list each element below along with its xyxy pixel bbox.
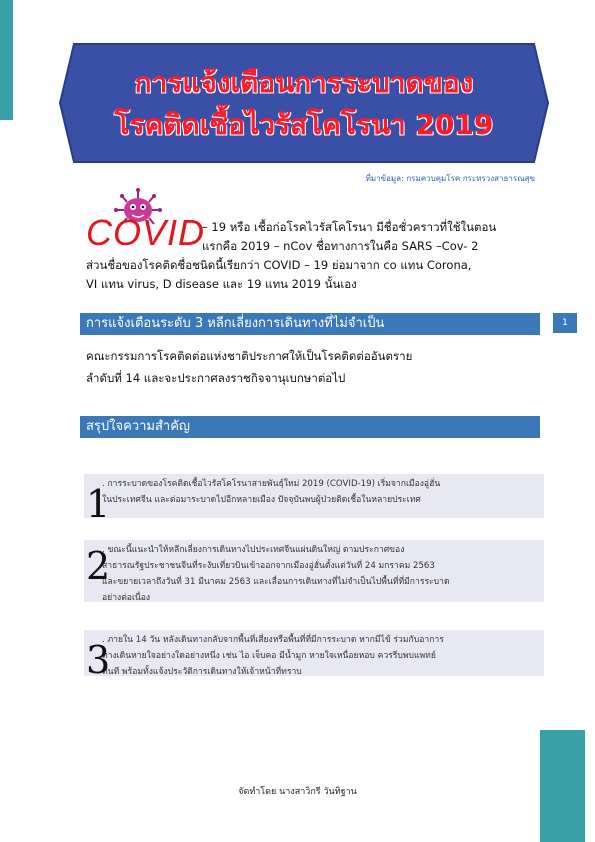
summary-item-1 [84, 474, 544, 518]
summary-item-2-line-3: และขยายเวลาถึงวันที่ 31 มีนาคม 2563 และเลื่อนการเดินทางที่ไม่จำเป็นไปพื้นที่ที่มีการระบาด [102, 577, 450, 587]
summary-item-2-line-2: สาธารณรัฐประชาชนจีนที่ระงับเที่ยวบินเข้าออกจากเมืองอู่ฮั่นตั้งแต่วันที่ 24 มกราคม 2563 [102, 561, 435, 571]
covid-wordart: COVID [86, 212, 206, 253]
summary-item-3-line-1: . ภายใน 14 วัน หลังเดินทางกลับจากพื้นที่เสี่ยงหรือพื้นที่ที่มีการระบาด หากมีไข้ ร่วมกับอาการ [102, 635, 444, 645]
alert-notice [86, 345, 412, 389]
summary-item-2-line-4: อย่างต่อเนื่อง [102, 593, 151, 603]
footer-credit: จัดทำโดย นางสาวิกรี วันทิฐาน [238, 787, 357, 797]
source-note: ที่มาข้อมูล: กรมควบคุมโรค กระทรวงสาธารณสุข [365, 174, 535, 183]
intro-paragraph [86, 218, 546, 294]
summary-number-2: 2 [86, 544, 111, 588]
notice-line-2: ลำดับที่ 14 และจะประกาศลงราชกิจจานุเบกษาต่อไป [86, 371, 346, 385]
summary-item-1-line-1: . การระบาดของโรคติดเชื้อไวรัสโคโรนาสายพันธุ์ใหม่ 2019 (COVID-19) เริ่มจากเมืองอู่ฮั่น [102, 479, 441, 489]
summary-item-1-line-2: ในประเทศจีน และต่อมาระบาดไปอีกหลายเมือง ปัจจุบันพบผู้ป่วยติดเชื้อในหลายประเทศ [102, 495, 421, 505]
summary-item-3-line-3: ทันที พร้อมทั้งแจ้งประวัติการเดินทางให้เจ้าหน้าที่ทราบ [102, 667, 302, 677]
section-heading-alert: การแจ้งเตือนระดับ 3 หลีกเลี่ยงการเดินทางที่ไม่จำเป็น [80, 313, 540, 335]
page-title [88, 62, 520, 146]
summary-item-3-line-2: ทางเดินหายใจอย่างใดอย่างหนึ่ง เช่น ไอ เจ็บคอ มีน้ำมูก หายใจเหนื่อยหอบ ควรรีบพบแพทย์ [102, 651, 436, 661]
summary-item-2 [84, 540, 544, 602]
left-side-tab [0, 0, 13, 120]
summary-item-2-line-1: . ขณะนี้แนะนำให้หลีกเลี่ยงการเดินทางไปประเทศจีนแผ่นดินใหญ่ ตามประกาศของ [102, 545, 405, 555]
intro-line-3: ส่วนชื่อของโรคติดชื่อชนิดนี้เรียกว่า COVID – 19 ย่อมาจาก co แทน Corona, [86, 258, 472, 272]
title-line-1: การแจ้งเตือนการระบาดของ [134, 66, 474, 99]
notice-line-1: คณะกรรมการโรคติดต่อแห่งชาติประกาศให้เป็นโรคติดต่ออันตราย [86, 349, 413, 363]
intro-line-1: – 19 หรือ เชื้อก่อโรคไวรัสโคโรนา มีชื่อชั่วคราวที่ใช้ในตอน [202, 220, 497, 234]
title-banner [58, 40, 550, 166]
section-heading-summary: สรุปใจความสำคัญ [80, 416, 540, 438]
summary-item-3 [84, 630, 544, 676]
page-number-badge: 1 [553, 313, 577, 333]
intro-line-2: แรกคือ 2019 – nCov ชื่อทางการในคือ SARS –Cov- 2 [202, 239, 479, 253]
title-line-2: โรคติดเชื้อไวรัสโคโรนา 2019 [114, 108, 494, 141]
intro-line-4: VI แทน virus, D disease และ 19 แทน 2019 นั้นเอง [86, 277, 357, 291]
summary-number-1: 1 [86, 482, 111, 526]
summary-number-3: 3 [86, 638, 111, 682]
